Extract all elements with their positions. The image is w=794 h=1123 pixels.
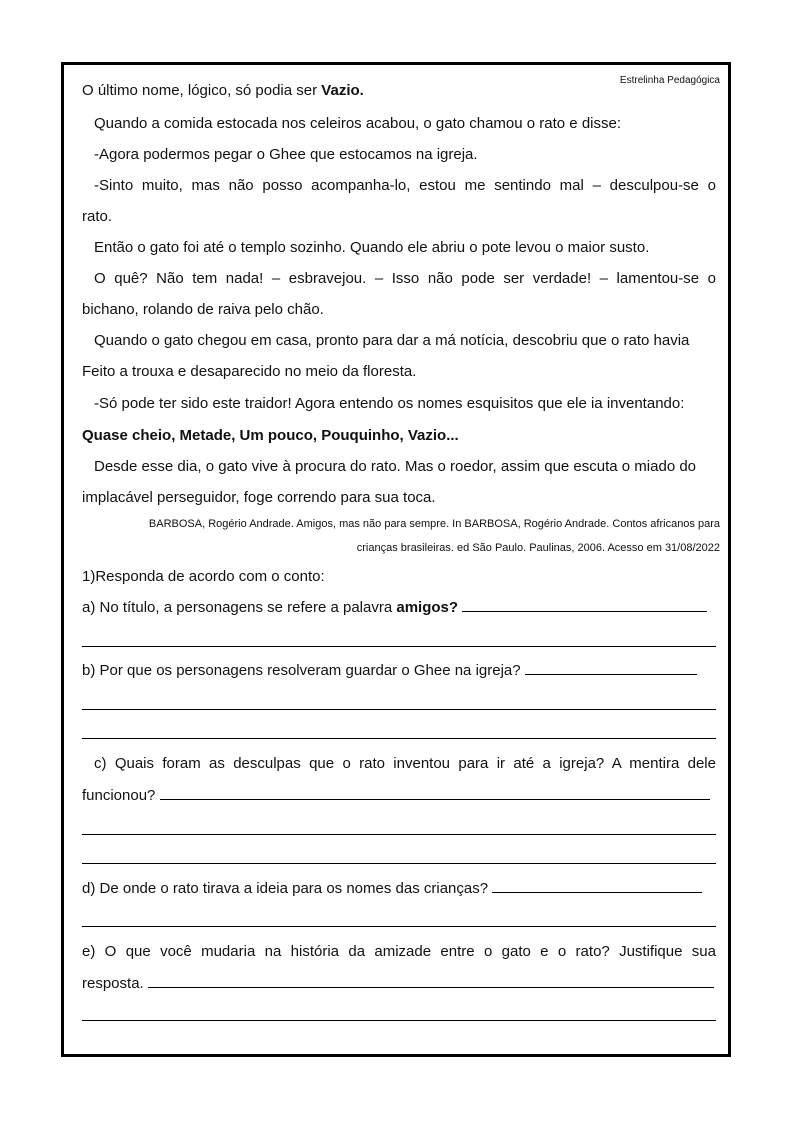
story-line: Quando a comida estocada nos celeiros acabou, o gato chamou o rato e disse: bbox=[94, 115, 621, 132]
answer-line[interactable] bbox=[82, 709, 716, 710]
citation-line: crianças brasileiras. ed São Paulo. Paulinas, 2006. Acesso em 31/08/2022 bbox=[356, 542, 720, 554]
story-line: -Sinto muito, mas não posso acompanha-lo, estou me sentindo mal – desculpou-se o bbox=[94, 177, 716, 194]
question-d: d) De onde o rato tirava a ideia para os nomes das crianças? bbox=[82, 880, 716, 897]
story-line: Então o gato foi até o templo sozinho. Quando ele abriu o pote levou o maior susto. bbox=[94, 239, 650, 256]
answer-line[interactable] bbox=[148, 975, 714, 988]
story-line: implacável perseguidor, foge correndo para sua toca. bbox=[82, 489, 436, 506]
story-line: -Agora podermos pegar o Ghee que estocamos na igreja. bbox=[94, 146, 478, 163]
question-c: c) Quais foram as desculpas que o rato inventou para ir até a igreja? A mentira dele bbox=[94, 755, 716, 772]
answer-line[interactable] bbox=[462, 599, 707, 612]
answer-line[interactable] bbox=[525, 662, 697, 675]
story-line: Feito a trouxa e desaparecido no meio da floresta. bbox=[82, 363, 417, 380]
answer-line[interactable] bbox=[82, 1020, 716, 1021]
question-b: b) Por que os personagens resolveram guardar o Ghee na igreja? bbox=[82, 662, 716, 679]
answer-line[interactable] bbox=[82, 863, 716, 864]
worksheet-frame bbox=[61, 62, 731, 1057]
answer-line[interactable] bbox=[82, 646, 716, 647]
answer-line[interactable] bbox=[82, 926, 716, 927]
story-line: Quando o gato chegou em casa, pronto para dar a má notícia, descobriu que o rato havia bbox=[94, 332, 690, 349]
citation-line: BARBOSA, Rogério Andrade. Amigos, mas não para sempre. In BARBOSA, Rogério Andrade. Contos africanos para bbox=[148, 518, 720, 530]
story-line: O último nome, lógico, só podia ser Vazio. bbox=[82, 82, 364, 99]
questions-intro: 1)Responda de acordo com o conto: bbox=[82, 568, 325, 585]
story-line: Desde esse dia, o gato vive à procura do rato. Mas o roedor, assim que escuta o miado do bbox=[94, 458, 697, 475]
answer-line[interactable] bbox=[160, 787, 710, 800]
story-line: Quase cheio, Metade, Um pouco, Pouquinho, Vazio... bbox=[82, 427, 459, 444]
question-e: e) O que você mudaria na história da amizade entre o gato e o rato? Justifique sua bbox=[82, 943, 716, 960]
story-line: rato. bbox=[82, 208, 113, 225]
question-c: funcionou? bbox=[82, 787, 716, 804]
story-line: bichano, rolando de raiva pelo chão. bbox=[82, 301, 324, 318]
story-line: O quê? Não tem nada! – esbravejou. – Isso não pode ser verdade! – lamentou-se o bbox=[94, 270, 716, 287]
brand-label: Estrelinha Pedagógica bbox=[619, 75, 720, 86]
question-a: a) No título, a personagens se refere a palavra amigos? bbox=[82, 599, 716, 616]
answer-line[interactable] bbox=[82, 738, 716, 739]
story-line: -Só pode ter sido este traidor! Agora entendo os nomes esquisitos que ele ia inventando: bbox=[94, 395, 685, 412]
answer-line[interactable] bbox=[492, 880, 702, 893]
question-e: resposta. bbox=[82, 975, 716, 992]
answer-line[interactable] bbox=[82, 834, 716, 835]
